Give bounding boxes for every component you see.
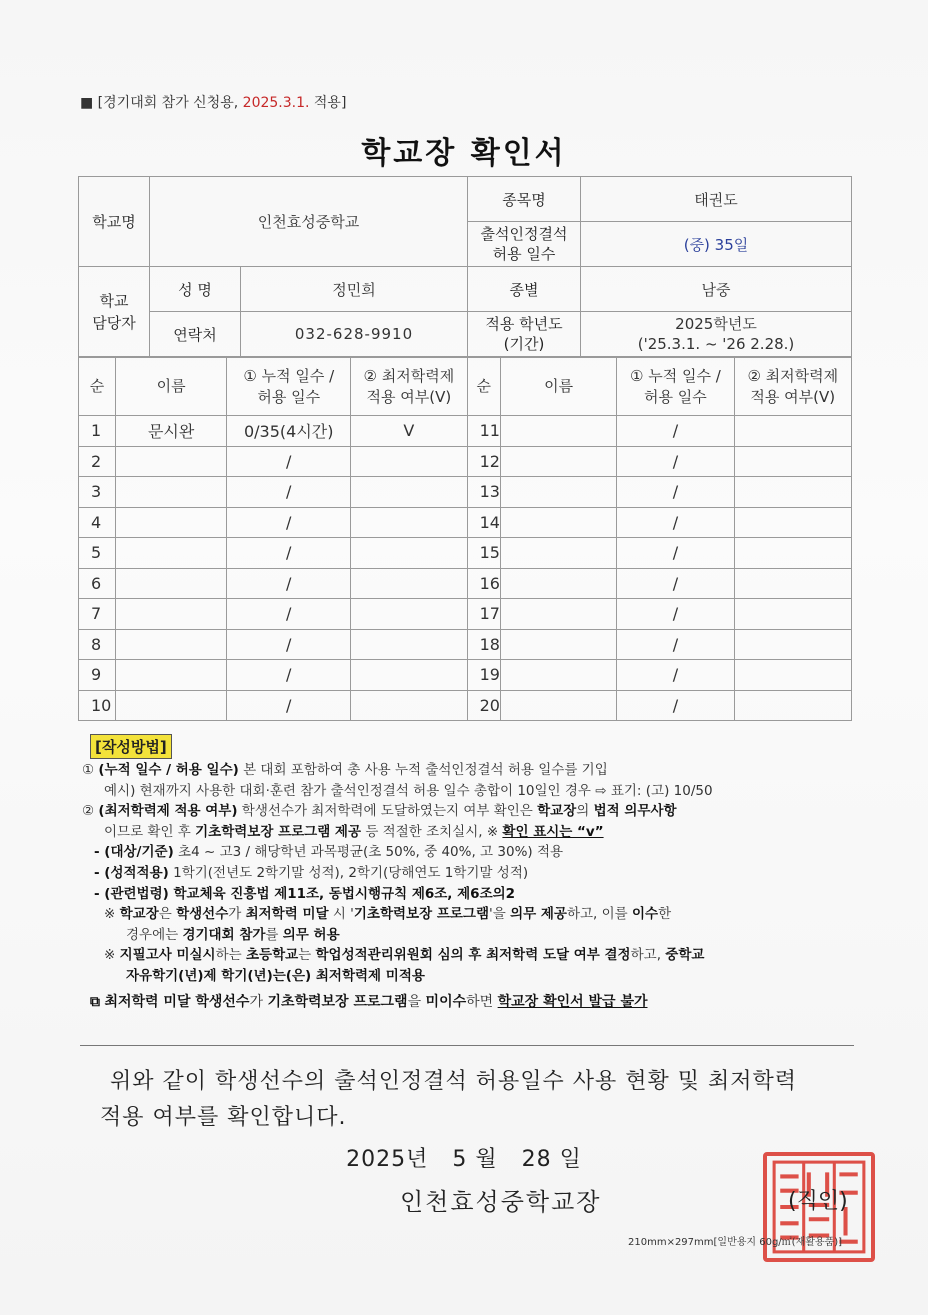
- note-line: ② (최저학력제 적용 여부) 학생선수가 최저학력에 도달하였는지 여부 확인은 학교장의 법적 의무사항: [82, 803, 677, 820]
- issue-date: 2025년 5 월 28 일: [346, 1147, 582, 1172]
- page-title: 학교장 확인서: [361, 136, 567, 171]
- divider: [80, 1045, 854, 1046]
- confirmation-text: 위와 같이 학생선수의 출석인정결석 허용일수 사용 현황 및 최저학력 적용 여부를 확인합니다.: [100, 1069, 798, 1130]
- school-label: 학교명: [79, 177, 150, 267]
- allow-days-label: 출석인정결석 허용 일수: [468, 222, 581, 267]
- table-row: 6 / 16 /: [79, 568, 852, 599]
- info-table: [78, 176, 852, 357]
- note-line: 예시) 현재까지 사용한 대회·훈련 참가 출석인정결석 허용 일수 총합이 10일인 경우 ⇨ 표기: (고) 10/50: [104, 782, 713, 799]
- table-row: 10 / 20 /: [79, 690, 852, 721]
- note-line: 이므로 확인 후 기초학력보장 프로그램 제공 등 적절한 조치실시, ※ 확인 표시는 “v”: [104, 823, 604, 840]
- col-min-left: ② 최저학력제 적용 여부(V): [351, 358, 467, 416]
- year-label: 적용 학년도 (기간): [468, 312, 581, 357]
- table-row: 7 / 17 /: [79, 599, 852, 630]
- note-line: ① (누적 일수 / 허용 일수) 본 대회 포함하여 총 사용 누적 출석인정결석 허용 일수를 기입: [82, 762, 608, 778]
- contact-label: 연락처: [150, 312, 241, 357]
- col-days-right: ① 누적 일수 / 허용 일수: [617, 358, 734, 416]
- seal-label: (직인): [788, 1189, 848, 1214]
- note-line: 경우에는 경기대회 참가를 의무 허용: [126, 926, 340, 943]
- principal-signature-line: 인천효성중학교장: [400, 1188, 602, 1216]
- allow-days-value: (중) 35일: [581, 222, 852, 267]
- table-row: 8 / 18 /: [79, 629, 852, 660]
- name-value: 정민희: [241, 267, 468, 312]
- note-line: 자유학기(년)제 학기(년)는(은) 최저학력제 미적용: [126, 967, 425, 984]
- col-name-right: 이름: [500, 358, 616, 416]
- table-row: 5 / 15 /: [79, 538, 852, 569]
- method-notes: [82, 760, 872, 1012]
- note-line: - (대상/기준) 초4 ~ 고3 / 해당학년 과목평균(초 50%, 중 40%, 고 30%) 적용: [94, 844, 564, 861]
- event-label: 종목명: [468, 177, 581, 222]
- name-label: 성 명: [150, 267, 241, 312]
- student-table: [78, 357, 852, 721]
- col-min-right: ② 최저학력제 적용 여부(V): [734, 358, 851, 416]
- application-note: ■ [경기대회 참가 신청용, 2025.3.1. 적용]: [80, 95, 347, 111]
- gender-label: 종별: [468, 267, 581, 312]
- paper-spec: 210mm×297mm[일반용지 60g/㎡(재활용품)]: [628, 1237, 843, 1248]
- table-row: 9 / 19 /: [79, 660, 852, 691]
- col-no-right: 순: [467, 358, 500, 416]
- table-row: 2 / 12 /: [79, 446, 852, 477]
- manager-label: 학교 담당자: [79, 267, 150, 357]
- note-line: ※ 학교장은 학생선수가 최저학력 미달 시 '기초학력보장 프로그램'을 의무 제공하고, 이를 이수한: [104, 906, 672, 923]
- col-days-left: ① 누적 일수 / 허용 일수: [227, 358, 351, 416]
- note-line: - (성적적용) 1학기(전년도 2학기말 성적), 2학기(당해연도 1학기말 성적): [94, 864, 529, 881]
- gender-value: 남중: [581, 267, 852, 312]
- note-line: ※ 지필고사 미실시하는 초등학교는 학업성적관리위원회 심의 후 최저학력 도달 여부 결정하고, 중학교: [104, 947, 705, 964]
- arrow-box-icon: ⧉: [90, 993, 100, 1010]
- year-value: 2025학년도 ('25.3.1. ~ '26 2.28.): [581, 312, 852, 357]
- table-row: 1 문시완 0/35(4시간) V 11 /: [79, 416, 852, 447]
- note-line: - (관련법령) 학교체육 진흥법 제11조, 동법시행규칙 제6조, 제6조의2: [94, 885, 516, 902]
- table-row: 4 / 14 /: [79, 507, 852, 538]
- event-value: 태권도: [581, 177, 852, 222]
- table-row: 3 / 13 /: [79, 477, 852, 508]
- note-line: ⧉ 최저학력 미달 학생선수가 기초학력보장 프로그램을 미이수하면 학교장 확인서 발급 불가: [90, 993, 648, 1010]
- effective-date: 2025.3.1.: [242, 95, 310, 111]
- method-heading: [작성방법]: [90, 734, 172, 759]
- contact-value: 032-628-9910: [241, 312, 468, 357]
- col-no-left: 순: [79, 358, 116, 416]
- col-name-left: 이름: [115, 358, 226, 416]
- school-value: 인천효성중학교: [150, 177, 468, 267]
